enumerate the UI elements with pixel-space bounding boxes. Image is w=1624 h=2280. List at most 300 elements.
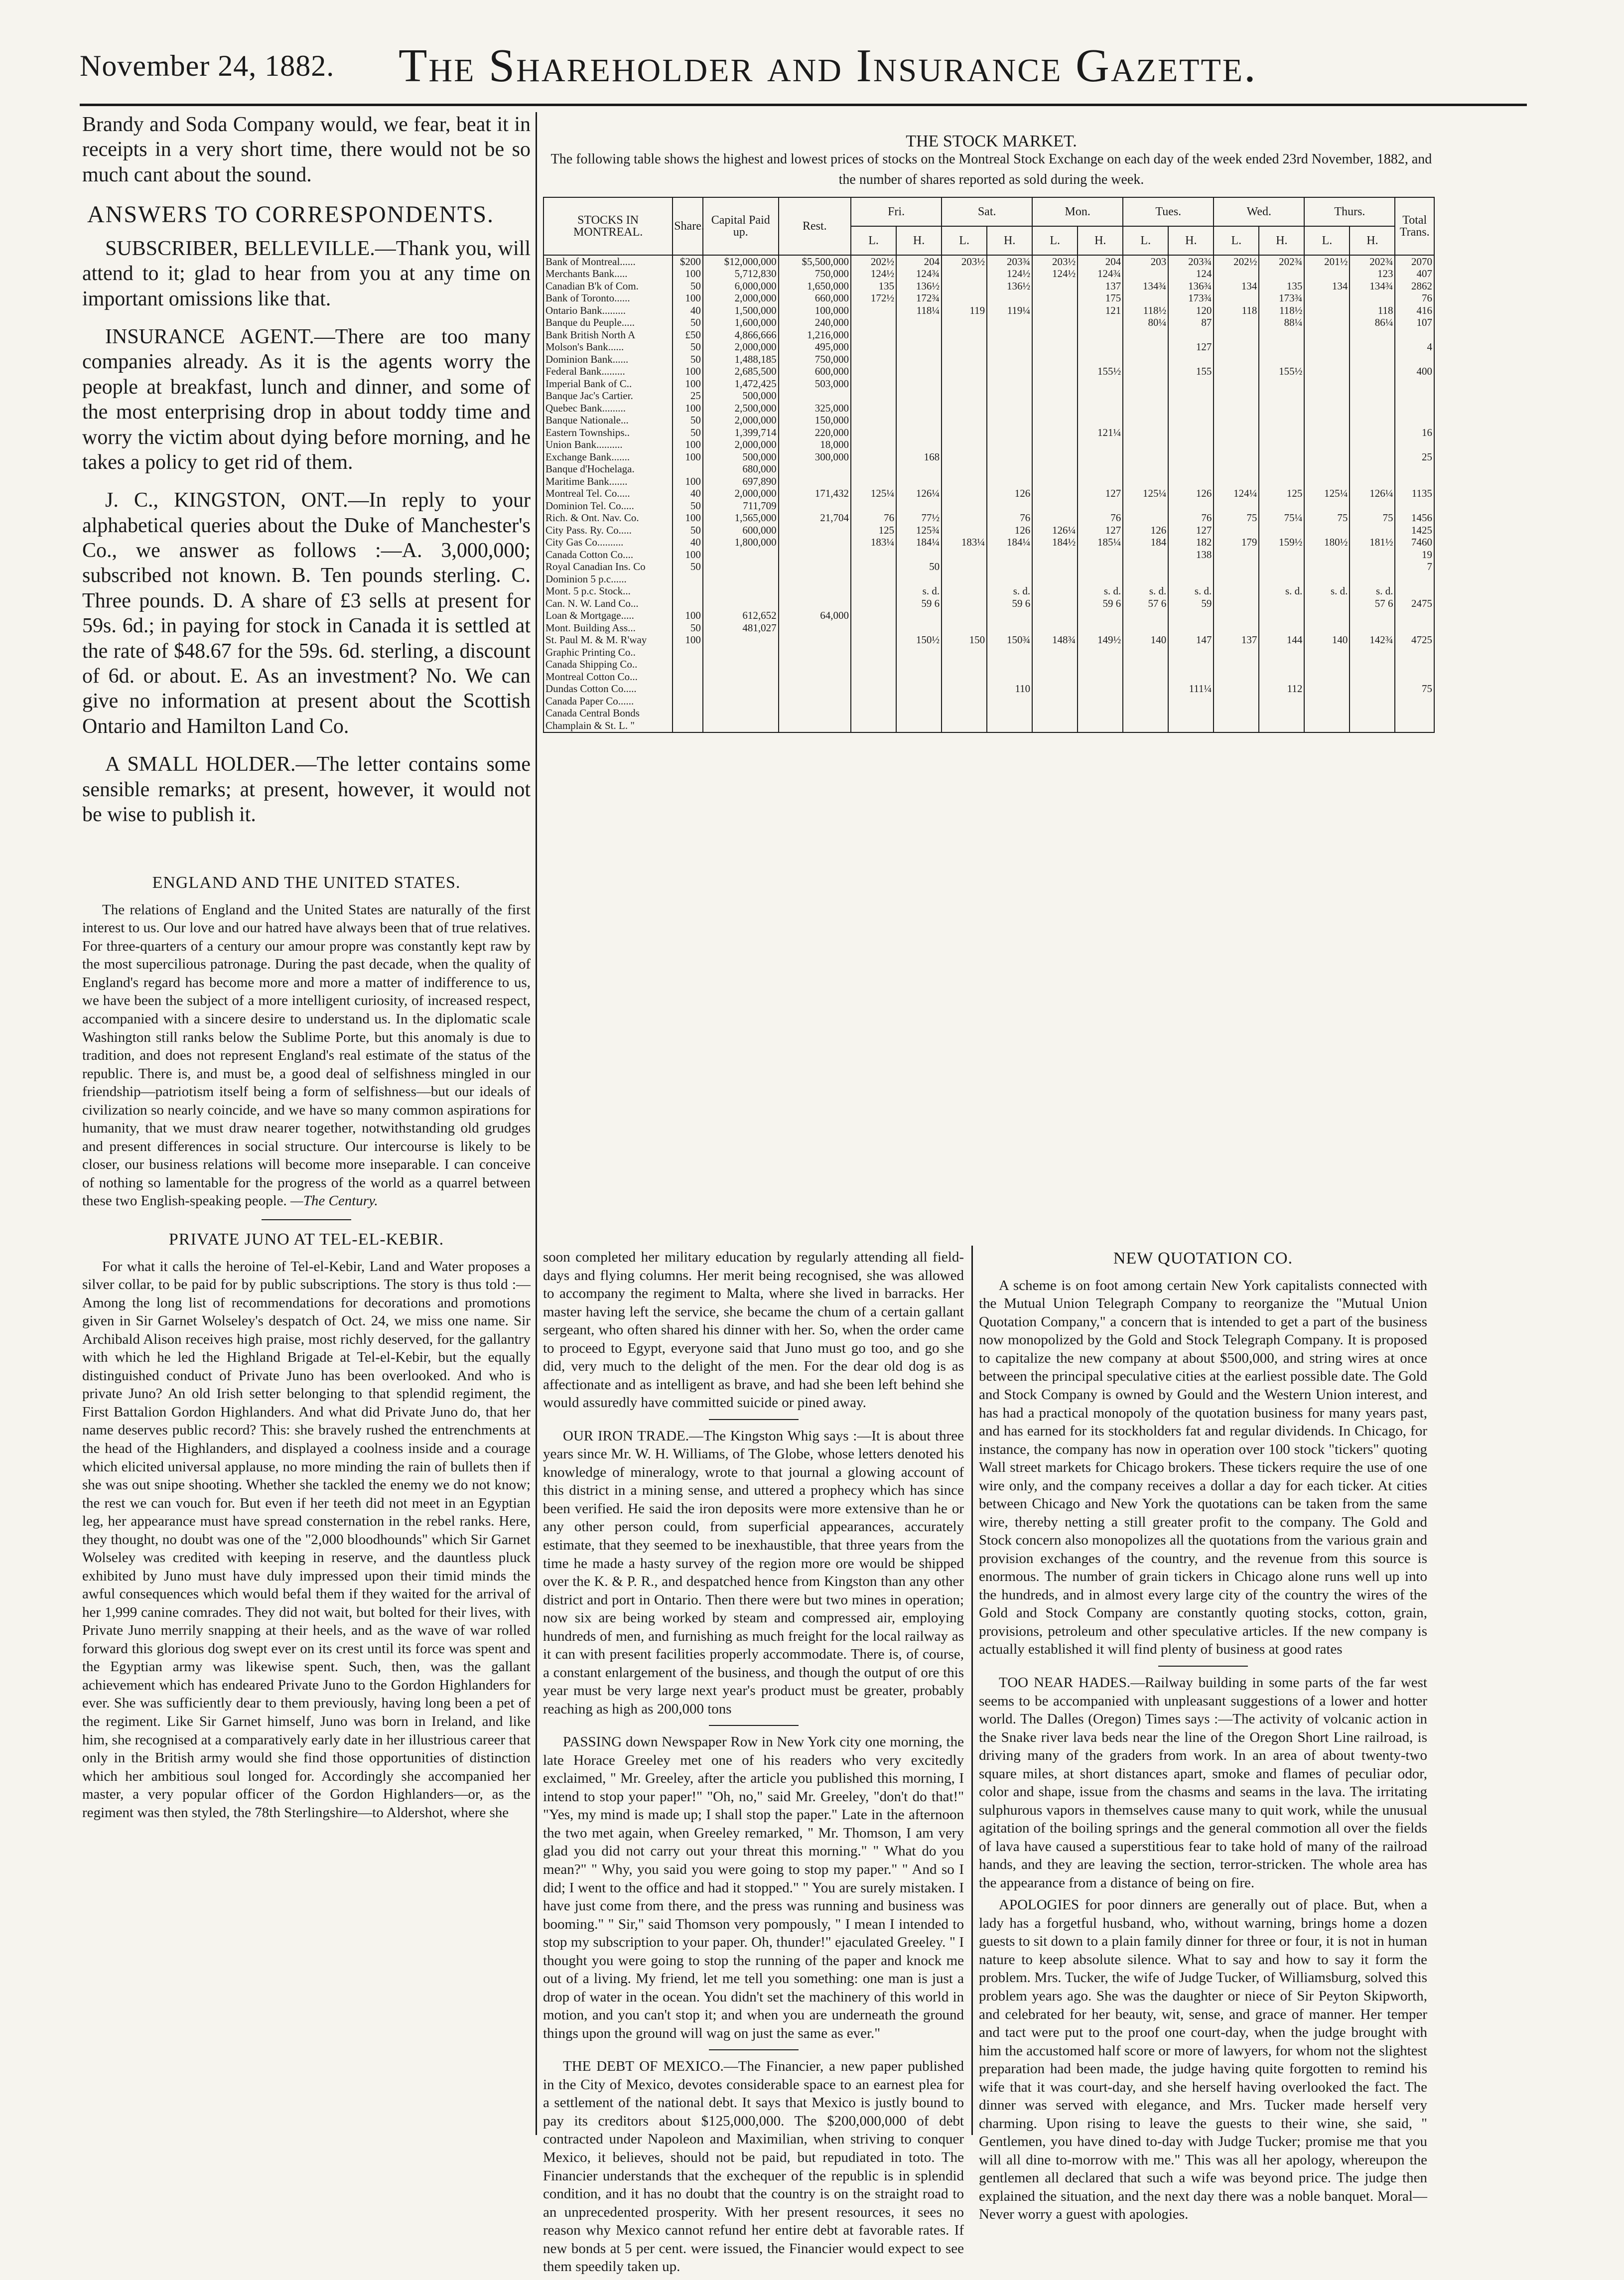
stock-value-cell	[1259, 610, 1304, 622]
stock-value-cell	[851, 671, 896, 683]
stock-value-cell: 182	[1168, 537, 1214, 549]
stock-value-cell: 100	[673, 378, 703, 390]
stock-name-cell: Eastern Townships..	[543, 427, 673, 439]
stock-value-cell	[1032, 415, 1078, 427]
stock-row	[543, 537, 1434, 549]
stock-value-cell	[942, 439, 987, 451]
stock-value-cell	[1123, 646, 1168, 659]
col-rest: Rest.	[779, 197, 851, 255]
stock-value-cell	[1259, 671, 1304, 683]
stock-value-cell	[942, 488, 987, 500]
stock-value-cell	[1259, 549, 1304, 561]
stock-value-cell: $5,500,000	[779, 255, 851, 268]
stock-value-cell	[1032, 695, 1078, 708]
stock-row	[543, 329, 1434, 341]
stock-value-cell	[1123, 573, 1168, 585]
stock-value-cell: 59 6	[1078, 597, 1123, 610]
stock-value-cell	[1214, 292, 1259, 305]
issue-date: November 24, 1882.	[80, 49, 335, 82]
stock-row	[543, 427, 1434, 439]
left-top-column	[82, 112, 531, 840]
stock-value-cell	[1259, 341, 1304, 354]
stock-value-cell: 172½	[851, 292, 896, 305]
stock-row	[543, 488, 1434, 500]
stock-value-cell	[1214, 719, 1259, 732]
stock-value-cell	[1078, 378, 1123, 390]
stock-value-cell	[942, 512, 987, 525]
stock-value-cell	[1304, 695, 1350, 708]
stock-value-cell: 40	[673, 488, 703, 500]
stock-value-cell: 75	[1350, 512, 1395, 525]
stock-value-cell: 159½	[1259, 537, 1304, 549]
stock-name-cell: Dundas Cotton Co.....	[543, 683, 673, 696]
stock-value-cell: 150½	[896, 634, 942, 647]
stock-value-cell	[1168, 610, 1214, 622]
stock-value-cell	[1304, 719, 1350, 732]
stock-value-cell	[1350, 402, 1395, 415]
stock-value-cell	[1304, 524, 1350, 537]
stock-value-cell	[1168, 622, 1214, 634]
stock-value-cell: 100	[673, 268, 703, 281]
stock-value-cell: 50	[673, 317, 703, 329]
stock-value-cell	[942, 622, 987, 634]
stock-value-cell: 134	[1304, 280, 1350, 292]
stock-value-cell	[779, 646, 851, 659]
stock-value-cell: 136½	[987, 280, 1032, 292]
stock-value-cell	[1214, 500, 1259, 512]
stock-value-cell: 40	[673, 537, 703, 549]
col-high: H.	[987, 226, 1032, 255]
stock-value-cell	[1032, 610, 1078, 622]
stock-value-cell: 155½	[1078, 366, 1123, 378]
stock-value-cell	[779, 671, 851, 683]
stock-value-cell: 7	[1395, 561, 1434, 573]
stock-value-cell	[703, 561, 779, 573]
stock-value-cell: 50	[673, 280, 703, 292]
stock-value-cell	[1168, 378, 1214, 390]
stock-value-cell: 147	[1168, 634, 1214, 647]
stock-value-cell	[1259, 353, 1304, 366]
stock-value-cell	[1395, 671, 1434, 683]
col-share: Share.	[673, 197, 703, 255]
stock-value-cell	[1032, 512, 1078, 525]
stock-value-cell: 125¼	[1123, 488, 1168, 500]
stock-row	[543, 646, 1434, 659]
stock-value-cell	[987, 353, 1032, 366]
stock-value-cell	[1123, 475, 1168, 488]
stock-value-cell	[987, 500, 1032, 512]
col-day: Tues.	[1123, 197, 1214, 226]
stock-value-cell: 325,000	[779, 402, 851, 415]
stock-value-cell: 2862	[1395, 280, 1434, 292]
stock-value-cell	[1078, 439, 1123, 451]
stock-value-cell	[851, 500, 896, 512]
stock-value-cell	[779, 695, 851, 708]
stock-value-cell	[851, 573, 896, 585]
stock-value-cell	[673, 683, 703, 696]
stock-value-cell	[1259, 463, 1304, 476]
stock-value-cell: 184	[1123, 537, 1168, 549]
stock-value-cell: s. d.	[1304, 585, 1350, 598]
stock-value-cell: 416	[1395, 304, 1434, 317]
stock-value-cell	[703, 549, 779, 561]
stock-value-cell	[896, 500, 942, 512]
stock-value-cell	[1304, 475, 1350, 488]
answer-item: A SMALL HOLDER.—The letter contains some sensible remarks; at present, however, it would not be wise to publish it.	[82, 753, 531, 826]
stock-value-cell	[1304, 549, 1350, 561]
stock-value-cell	[851, 463, 896, 476]
stock-value-cell	[1214, 622, 1259, 634]
stock-value-cell: 59 6	[896, 597, 942, 610]
stock-row	[543, 622, 1434, 634]
stock-row	[543, 402, 1434, 415]
stock-row	[543, 585, 1434, 598]
stock-value-cell	[1304, 622, 1350, 634]
stock-value-cell	[987, 719, 1032, 732]
stock-value-cell: 202¾	[1259, 255, 1304, 268]
stock-value-cell	[896, 573, 942, 585]
stock-value-cell	[896, 439, 942, 451]
stock-name-cell: St. Paul M. & M. R'way	[543, 634, 673, 647]
stock-value-cell: 2,500,000	[703, 402, 779, 415]
stock-value-cell	[1032, 622, 1078, 634]
stock-value-cell: 59 6	[987, 597, 1032, 610]
stock-value-cell: 87	[1168, 317, 1214, 329]
stock-value-cell	[779, 585, 851, 598]
stock-value-cell: $200	[673, 255, 703, 268]
stock-value-cell: 50	[673, 524, 703, 537]
stock-value-cell	[987, 415, 1032, 427]
stock-value-cell	[779, 597, 851, 610]
stock-row	[543, 708, 1434, 720]
stock-value-cell	[942, 268, 987, 281]
stock-value-cell: 135	[851, 280, 896, 292]
stock-value-cell	[896, 341, 942, 354]
stock-value-cell	[779, 683, 851, 696]
stock-value-cell	[1395, 378, 1434, 390]
stock-value-cell	[851, 585, 896, 598]
stock-value-cell	[1078, 683, 1123, 696]
stock-value-cell	[1214, 475, 1259, 488]
stock-row	[543, 415, 1434, 427]
stock-table-body	[543, 255, 1434, 732]
stock-value-cell	[942, 671, 987, 683]
stock-value-cell: 126¼	[896, 488, 942, 500]
stock-value-cell: 1425	[1395, 524, 1434, 537]
stock-value-cell	[1350, 427, 1395, 439]
stock-value-cell: 50	[673, 427, 703, 439]
left-lower-column	[82, 864, 531, 1826]
stock-value-cell: 172¾	[896, 292, 942, 305]
stock-value-cell: 107	[1395, 317, 1434, 329]
stock-value-cell	[1350, 573, 1395, 585]
england-source: —The Century.	[290, 1193, 378, 1209]
stock-value-cell	[896, 695, 942, 708]
stock-value-cell: 125¼	[851, 488, 896, 500]
stock-name-cell: Union Bank..........	[543, 439, 673, 451]
stock-value-cell	[1032, 585, 1078, 598]
stock-row	[543, 451, 1434, 463]
col-low: L.	[1304, 226, 1350, 255]
stock-row	[543, 500, 1434, 512]
stock-value-cell: 203½	[942, 255, 987, 268]
stock-value-cell	[1259, 719, 1304, 732]
stock-value-cell: 2,000,000	[703, 439, 779, 451]
stock-value-cell: s. d.	[1168, 585, 1214, 598]
stock-value-cell	[1350, 671, 1395, 683]
stock-value-cell	[779, 537, 851, 549]
stock-value-cell	[1259, 378, 1304, 390]
stock-value-cell	[851, 378, 896, 390]
stock-value-cell	[942, 719, 987, 732]
stock-value-cell	[779, 524, 851, 537]
juno-heading: PRIVATE JUNO AT TEL-EL-KEBIR.	[168, 1230, 444, 1249]
stock-value-cell	[1078, 671, 1123, 683]
stock-value-cell: 600,000	[703, 524, 779, 537]
stock-value-cell	[1032, 719, 1078, 732]
stock-value-cell	[1032, 280, 1078, 292]
apologies-text: for poor dinners are generally out of place. But, when a lady has a forgetful husband, who, without warning, brings home a dozen guests to sit down to a plain family dinner for three or four, it is not in human nature to keep absolute silence. What to say and how to say it form the problem. Mrs. Tucker, the wife of Judge Tucker, of Williamsburg, solved this problem years ago. She was the daughter or niece of Sir Peyton Skipworth, and celebrated for her beauty, wit, sense, and grace of manner. Her temper and tact were put to the proof one court-day, when the judge brought with him the accustomed half score or more of lawyers, for whom not the slightest preparation had been made, the judge having quite forgotten to remind his wife that it was court-day, and she herself having overlooked the fact. The dinner was served with elegance, and Mrs. Tucker made herself very charming. Upon rising to leave the guests to their wine, she said, " Gentlemen, you have dined to-day with Judge Tucker; promise me that you will all dine to-morrow with me." This was all her apology, whereupon the gentlemen all declared that such a wife was beyond price. The judge then explained the situation, and the next day there was a noble banquet. Moral—Never worry a guest with apologies.	[979, 1897, 1428, 2223]
stock-value-cell	[987, 659, 1032, 671]
stock-value-cell: 697,890	[703, 475, 779, 488]
stock-value-cell	[1304, 671, 1350, 683]
stock-value-cell	[1304, 402, 1350, 415]
stock-value-cell	[1259, 708, 1304, 720]
stock-value-cell: 137	[1078, 280, 1123, 292]
section-divider	[709, 1725, 799, 1726]
stock-value-cell: 86¼	[1350, 317, 1395, 329]
stock-value-cell: 6,000,000	[703, 280, 779, 292]
stock-value-cell	[1395, 573, 1434, 585]
stock-value-cell: 75	[1214, 512, 1259, 525]
stock-value-cell: 76	[851, 512, 896, 525]
stock-row	[543, 659, 1434, 671]
col-high: H.	[1350, 226, 1395, 255]
stock-value-cell	[1078, 695, 1123, 708]
stock-value-cell: 184¼	[896, 537, 942, 549]
stock-value-cell	[987, 549, 1032, 561]
stock-value-cell: 118	[1214, 304, 1259, 317]
stock-value-cell: 148¾	[1032, 634, 1078, 647]
stock-value-cell: 124½	[851, 268, 896, 281]
col-high: H.	[1168, 226, 1214, 255]
stock-value-cell	[1214, 317, 1259, 329]
stock-value-cell	[1350, 341, 1395, 354]
stock-name-cell: Exchange Bank.......	[543, 451, 673, 463]
stock-value-cell	[942, 659, 987, 671]
stock-value-cell	[1395, 708, 1434, 720]
stock-value-cell	[1304, 317, 1350, 329]
stock-value-cell: 126	[987, 524, 1032, 537]
stock-row	[543, 549, 1434, 561]
stock-row	[543, 597, 1434, 610]
stock-value-cell	[1123, 683, 1168, 696]
stock-value-cell: 144	[1259, 634, 1304, 647]
stock-value-cell	[1168, 646, 1214, 659]
stock-value-cell	[1395, 646, 1434, 659]
stock-value-cell	[779, 622, 851, 634]
stock-value-cell: 126	[1168, 488, 1214, 500]
stock-value-cell	[851, 427, 896, 439]
stock-value-cell	[1168, 353, 1214, 366]
stock-value-cell	[1350, 439, 1395, 451]
stock-value-cell	[1350, 622, 1395, 634]
stock-value-cell	[896, 549, 942, 561]
stock-table	[543, 197, 1435, 733]
stock-value-cell: 127	[1078, 524, 1123, 537]
stock-row	[543, 671, 1434, 683]
stock-value-cell	[1259, 451, 1304, 463]
stock-row	[543, 255, 1434, 268]
stock-row	[543, 353, 1434, 366]
stock-value-cell	[1168, 500, 1214, 512]
stock-value-cell	[1032, 573, 1078, 585]
stock-value-cell	[1259, 524, 1304, 537]
stock-value-cell	[1350, 451, 1395, 463]
hades-text: —Railway building in some parts of the far west seems to be accompanied with unpleasant suggestions of a lower and hotter world. The Dalles (Oregon) Times says :—The activity of volcanic action in the Snake river lava beds near the line of the Oregon Short Line railroad, is driving many of the graders from work. In an area of about twenty-two square miles, at short distances apart, smoke and flames of peculiar odor, color and shape, issue from the chasms and seams in the lava. The irritating sulphurous vapors in themselves cause many to quit work, while the unusual agitation of the boiling springs and the general commotion all over the fields of lava have caused a superstitious fear to take hold of many of the railroad hands, and they are leaving the section, terror-stricken. The whole area has the appearance from a distance of being on fire.	[979, 1674, 1427, 1891]
stock-name-cell: Imperial Bank of C..	[543, 378, 673, 390]
stock-value-cell	[1350, 329, 1395, 341]
stock-value-cell	[703, 719, 779, 732]
stock-value-cell: 50	[673, 561, 703, 573]
stock-value-cell	[1032, 597, 1078, 610]
england-heading: ENGLAND AND THE UNITED STATES.	[152, 873, 461, 892]
stock-value-cell	[896, 671, 942, 683]
stock-value-cell	[1214, 597, 1259, 610]
stock-value-cell	[896, 622, 942, 634]
greeley-text: down Newspaper Row in New York city one morning, the late Horace Greeley met one of his readers who very excitedly exclaimed, " Mr. Greeley, after the article you published this morning, I intend to stop your paper!" "Oh, no," said Mr. Greeley, "don't do that!" "Yes, my mind is made up; I shall stop the paper." Late in the afternoon the two met again, when Greeley remarked, " Mr. Thomson, I am very glad you did not carry out your threat this morning." " What do you mean?" " Why, you said you were going to stop my paper." " And so I did; I went to the office and had it stopped." " You are surely mistaken. I have just come from there, and the press was running and business was booming." " Sir," said Thomson very pompously, " I mean I intended to stop my subscription to your paper. Oh, thunder!" ejaculated Greeley. " I thought you were going to stop the running of the paper and knock me out of a living. My friend, let me tell you something: one man is just a drop of water in the ocean. You didn't set the machinery of this world in motion, and you can't stop it; and when you are underneath the ground things upon the ground will wag on just the same as ever."	[543, 1734, 964, 2041]
stock-value-cell: 407	[1395, 268, 1434, 281]
stock-name-cell: Dominion Tel. Co.....	[543, 500, 673, 512]
stock-value-cell	[942, 317, 987, 329]
stock-value-cell	[1395, 463, 1434, 476]
col-low: L.	[1214, 226, 1259, 255]
stock-value-cell	[1078, 573, 1123, 585]
stock-value-cell: 184½	[1032, 537, 1078, 549]
stock-value-cell: 481,027	[703, 622, 779, 634]
stock-value-cell: 202½	[851, 255, 896, 268]
stock-value-cell	[1304, 463, 1350, 476]
stock-value-cell: 134	[1214, 280, 1259, 292]
stock-value-cell	[896, 683, 942, 696]
stock-value-cell	[942, 561, 987, 573]
stock-value-cell: 1,800,000	[703, 537, 779, 549]
stock-value-cell: 5,712,830	[703, 268, 779, 281]
stock-value-cell: s. d.	[1259, 585, 1304, 598]
stock-value-cell	[1350, 549, 1395, 561]
stock-value-cell: 202½	[1214, 255, 1259, 268]
stock-value-cell: 149½	[1078, 634, 1123, 647]
stock-value-cell: 240,000	[779, 317, 851, 329]
stock-value-cell	[779, 561, 851, 573]
stock-value-cell	[1214, 561, 1259, 573]
stock-row	[543, 366, 1434, 378]
stock-value-cell: 181½	[1350, 537, 1395, 549]
stock-name-cell: Rich. & Ont. Nav. Co.	[543, 512, 673, 525]
stock-value-cell: 503,000	[779, 378, 851, 390]
stock-value-cell	[1032, 329, 1078, 341]
section-divider	[1158, 1666, 1248, 1667]
england-text: The relations of England and the United States are naturally of the first interest to us. Our love and our hatred have always been that of true relatives. For three-quarters of a century our amour propre was constantly kept raw by the most supercilious patronage. During the past decade, when the quality of England's regard has become more and more a matter of indifference to us, we have been the subject of a more intelligent curiosity, of increased respect, accompanied with a sincere desire to understand us. In the diplomatic scale Washington still ranks below the Sublime Porte, but this anomaly is due to tradition, and does not represent England's real estimate of the status of the republic. There is, and must be, a good deal of selfishness mingled in our friendship—patriotism itself being a form of selfishness—but our ideals of civilization so nearly coincide, and we have so many common aspirations for humanity, that we must draw nearer together, notwithstanding old grudges and present differences in social structure. Our intercourse is likely to be closer, our business relations will become more inseparable. I can conceive of nothing so lamentable for the progress of the world as a quarrel between these two English-speaking people.	[82, 901, 531, 1209]
stock-value-cell	[1259, 500, 1304, 512]
stock-value-cell: £50	[673, 329, 703, 341]
stock-value-cell: 125¼	[1304, 488, 1350, 500]
stock-value-cell: 75¼	[1259, 512, 1304, 525]
stock-value-cell: 203¾	[1168, 255, 1214, 268]
stock-name-cell: Molson's Bank......	[543, 341, 673, 354]
stock-name-cell: Canada Central Bonds	[543, 708, 673, 720]
stock-value-cell	[1214, 695, 1259, 708]
stock-value-cell	[1214, 659, 1259, 671]
stock-value-cell: 124¾	[1078, 268, 1123, 281]
stock-value-cell	[1032, 353, 1078, 366]
stock-value-cell: 660,000	[779, 292, 851, 305]
stock-value-cell	[896, 415, 942, 427]
stock-value-cell	[673, 695, 703, 708]
stock-value-cell	[987, 463, 1032, 476]
stock-value-cell	[896, 427, 942, 439]
stock-value-cell: 19	[1395, 549, 1434, 561]
stock-value-cell: 125¾	[896, 524, 942, 537]
stock-value-cell	[1168, 719, 1214, 732]
stock-value-cell	[1078, 317, 1123, 329]
stock-value-cell: 121	[1078, 304, 1123, 317]
stock-value-cell: 118½	[1259, 304, 1304, 317]
stock-value-cell: 750,000	[779, 353, 851, 366]
col-high: H.	[1078, 226, 1123, 255]
stock-value-cell	[942, 353, 987, 366]
stock-value-cell	[942, 524, 987, 537]
stock-value-cell	[1304, 659, 1350, 671]
stock-value-cell: 134¾	[1123, 280, 1168, 292]
stock-value-cell	[1304, 366, 1350, 378]
stock-value-cell: 612,652	[703, 610, 779, 622]
stock-value-cell	[703, 634, 779, 647]
stock-value-cell	[703, 695, 779, 708]
stock-value-cell	[779, 708, 851, 720]
stock-value-cell	[1168, 659, 1214, 671]
stock-value-cell: 203¾	[987, 255, 1032, 268]
stock-row	[543, 610, 1434, 622]
stock-value-cell	[851, 610, 896, 622]
stock-value-cell: 76	[1168, 512, 1214, 525]
stock-value-cell: 136½	[896, 280, 942, 292]
stock-value-cell: 1,650,000	[779, 280, 851, 292]
stock-value-cell: 142¾	[1350, 634, 1395, 647]
stock-value-cell: 100	[673, 549, 703, 561]
stock-value-cell	[1078, 646, 1123, 659]
stock-row	[543, 268, 1434, 281]
stock-value-cell: 168	[896, 451, 942, 463]
stock-value-cell	[942, 378, 987, 390]
stock-value-cell	[1350, 695, 1395, 708]
stock-value-cell: 127	[1078, 488, 1123, 500]
apologies-lead: APOLOGIES	[999, 1897, 1080, 1913]
stock-value-cell	[1350, 659, 1395, 671]
stock-value-cell	[1214, 390, 1259, 403]
stock-value-cell	[1350, 390, 1395, 403]
stock-name-cell: City Pass. Ry. Co.....	[543, 524, 673, 537]
stock-value-cell	[1168, 708, 1214, 720]
stock-value-cell: 137	[1214, 634, 1259, 647]
stock-value-cell	[1304, 427, 1350, 439]
stock-value-cell	[1168, 475, 1214, 488]
stock-row	[543, 341, 1434, 354]
stock-value-cell	[1078, 561, 1123, 573]
stock-value-cell: 50	[673, 341, 703, 354]
stock-value-cell	[1395, 390, 1434, 403]
stock-value-cell: 124¾	[896, 268, 942, 281]
